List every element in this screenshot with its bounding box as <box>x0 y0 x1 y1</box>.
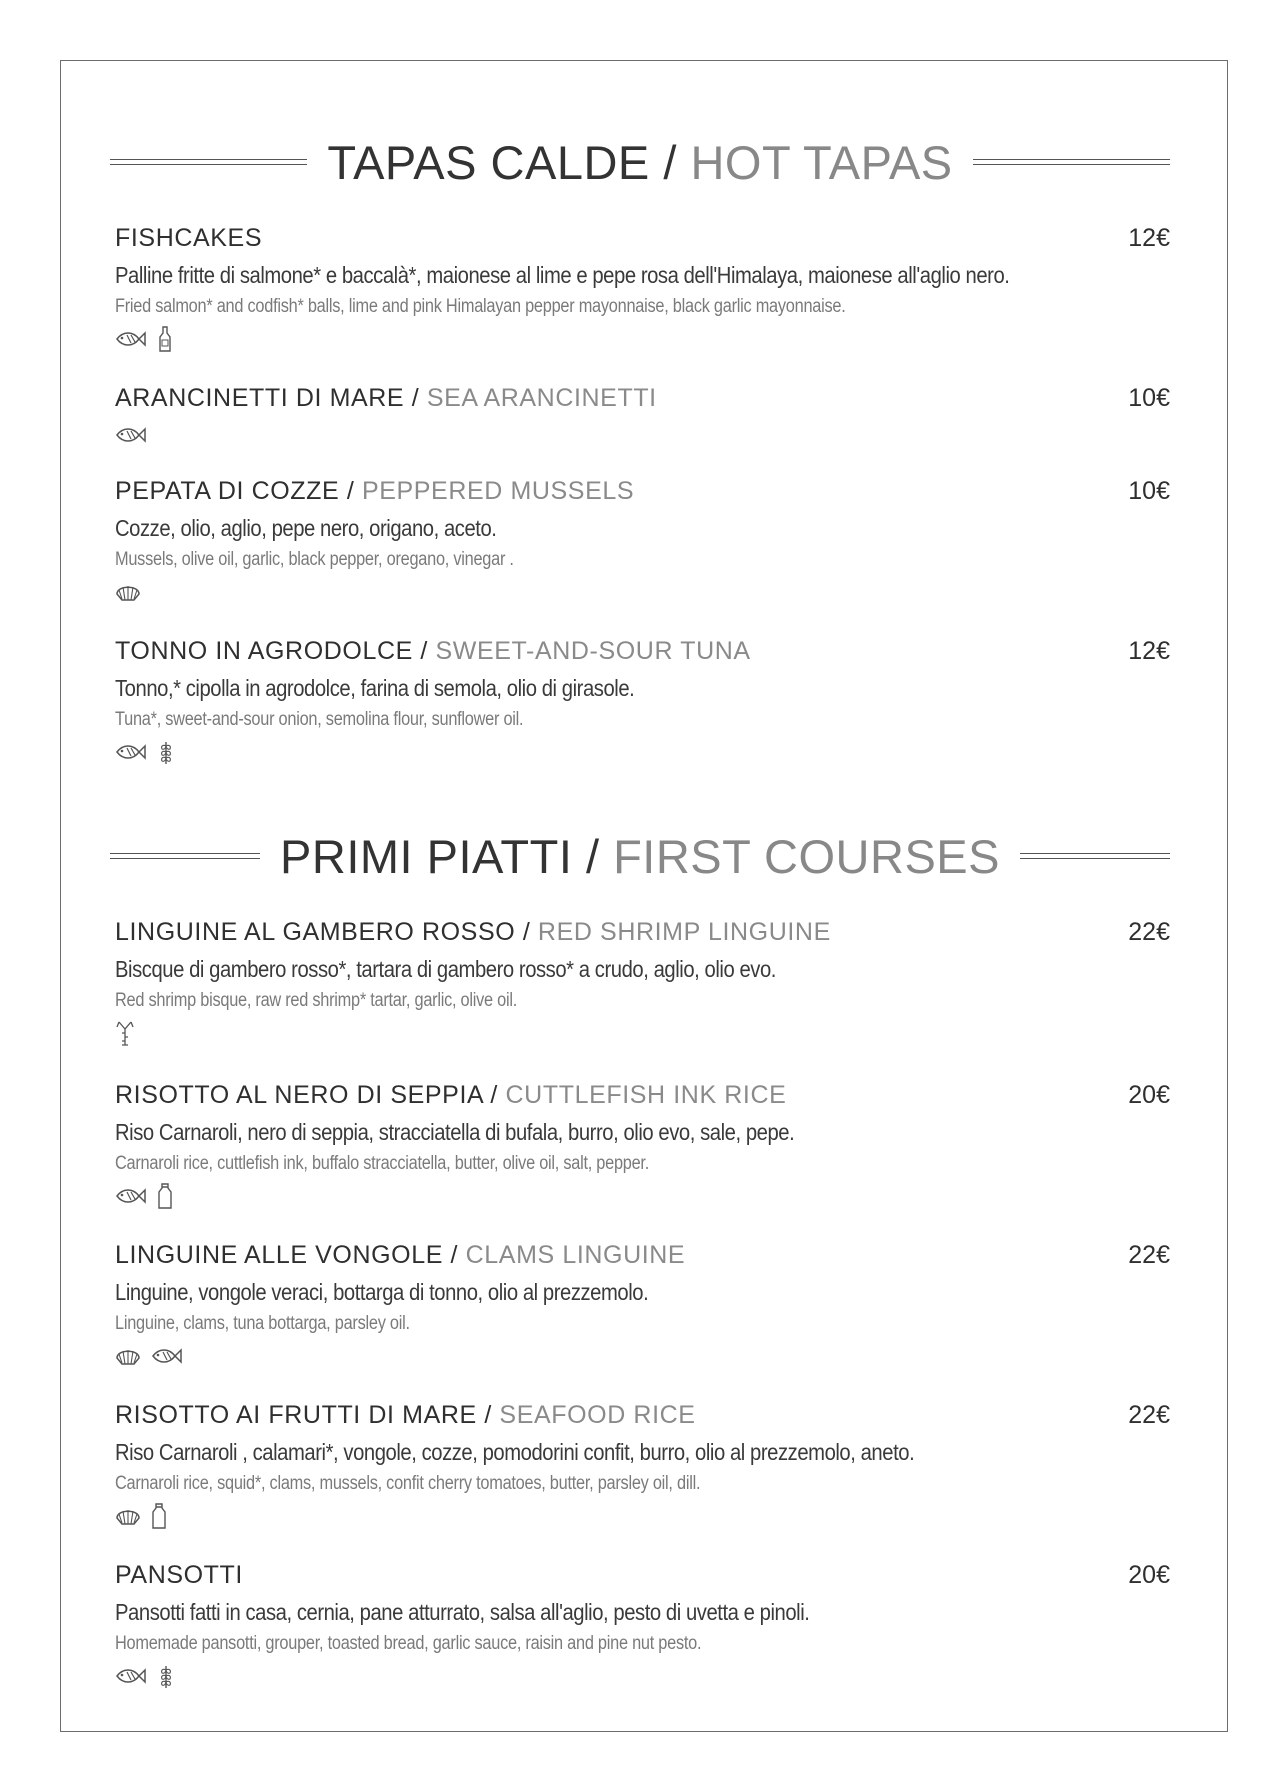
item-description-en: Tuna*, sweet-and-sour onion, semolina flour, sunflower oil. <box>115 709 524 730</box>
divider-line <box>110 159 307 165</box>
item-description-it: Palline fritte di salmone* e baccalà*, maionese al lime e pepe rosa dell'Himalaya, maionese all'aglio nero. <box>115 262 1010 288</box>
menu-item-pansotti <box>115 1561 1170 1691</box>
allergen-icons <box>115 1181 1170 1211</box>
allergen-icons <box>115 1018 1170 1048</box>
menu-item-linguine-vongole <box>115 1241 1170 1371</box>
shell-icon <box>115 1344 141 1368</box>
fish-icon <box>115 328 147 350</box>
menu-item-arancinetti <box>115 384 1170 450</box>
fish-icon <box>115 1185 147 1207</box>
divider-line <box>973 159 1170 165</box>
menu-item-risotto-frutti-di-mare <box>115 1401 1170 1531</box>
allergen-icons <box>115 420 1170 450</box>
allergen-icons <box>115 577 1170 607</box>
item-title: TONNO IN AGRODOLCE / SWEET-AND-SOUR TUNA <box>115 637 751 665</box>
fish-icon <box>115 741 147 763</box>
menu-item-risotto-nero-di-seppia <box>115 1081 1170 1211</box>
bottle-icon <box>157 325 173 353</box>
item-price: 10€ <box>1128 477 1170 505</box>
item-description-en: Red shrimp bisque, raw red shrimp* tartar, garlic, olive oil. <box>115 990 518 1011</box>
section-header-first-courses <box>110 826 1170 886</box>
item-price: 20€ <box>1128 1561 1170 1589</box>
allergen-icons <box>115 1341 1170 1371</box>
item-price: 10€ <box>1128 384 1170 412</box>
divider-line <box>1020 853 1170 859</box>
item-title: RISOTTO AI FRUTTI DI MARE / SEAFOOD RICE <box>115 1401 696 1429</box>
item-price: 22€ <box>1128 1401 1170 1429</box>
item-title: PANSOTTI <box>115 1561 243 1589</box>
item-description-it: Riso Carnaroli, nero di seppia, stracciatella di bufala, burro, olio evo, sale, pepe. <box>115 1119 795 1145</box>
section-title: TAPAS CALDE / HOT TAPAS <box>327 135 953 189</box>
item-description-it: Cozze, olio, aglio, pepe nero, origano, aceto. <box>115 515 497 541</box>
allergen-icons <box>115 1661 1170 1691</box>
item-description-en: Homemade pansotti, grouper, toasted bread, garlic sauce, raisin and pine nut pesto. <box>115 1633 702 1654</box>
shell-icon <box>115 580 141 604</box>
item-description-en: Fried salmon* and codfish* balls, lime and pink Himalayan pepper mayonnaise, black garlic mayonnaise. <box>115 296 846 317</box>
menu-item-tonno-in-agrodolce <box>115 637 1170 767</box>
item-title: FISHCAKES <box>115 224 263 252</box>
item-price: 12€ <box>1128 224 1170 252</box>
item-price: 22€ <box>1128 1241 1170 1269</box>
item-description-en: Mussels, olive oil, garlic, black pepper, oregano, vinegar . <box>115 549 514 570</box>
wheat-icon <box>157 1662 175 1690</box>
item-title: PEPATA DI COZZE / PEPPERED MUSSELS <box>115 477 635 505</box>
item-description-en: Carnaroli rice, cuttlefish ink, buffalo stracciatella, butter, olive oil, salt, pepper. <box>115 1153 650 1174</box>
item-description-it: Pansotti fatti in casa, cernia, pane atturrato, salsa all'aglio, pesto di uvetta e pinoli. <box>115 1599 810 1625</box>
section-header-hot-tapas <box>110 132 1170 192</box>
section-title: PRIMI PIATTI / FIRST COURSES <box>280 829 1000 883</box>
fish-icon <box>151 1345 183 1367</box>
item-description-en: Carnaroli rice, squid*, clams, mussels, confit cherry tomatoes, butter, parsley oil, dill. <box>115 1473 701 1494</box>
item-price: 20€ <box>1128 1081 1170 1109</box>
item-price: 22€ <box>1128 918 1170 946</box>
fish-icon <box>115 1665 147 1687</box>
shrimp-icon <box>115 1019 135 1047</box>
allergen-icons <box>115 737 1170 767</box>
item-title: ARANCINETTI DI MARE / SEA ARANCINETTI <box>115 384 657 412</box>
item-description-it: Riso Carnaroli , calamari*, vongole, cozze, pomodorini confit, burro, olio al prezzemolo, aneto. <box>115 1439 915 1465</box>
item-title: RISOTTO AL NERO DI SEPPIA / CUTTLEFISH INK RICE <box>115 1081 787 1109</box>
menu-item-fishcakes <box>115 224 1170 354</box>
milk-bottle-icon <box>157 1182 173 1210</box>
menu-item-linguine-gambero-rosso <box>115 918 1170 1048</box>
allergen-icons <box>115 1501 1170 1531</box>
item-description-it: Biscque di gambero rosso*, tartara di gambero rosso* a crudo, aglio, olio evo. <box>115 956 776 982</box>
divider-line <box>110 853 260 859</box>
shell-icon <box>115 1504 141 1528</box>
item-title: LINGUINE AL GAMBERO ROSSO / RED SHRIMP LINGUINE <box>115 918 831 946</box>
item-title: LINGUINE ALLE VONGOLE / CLAMS LINGUINE <box>115 1241 686 1269</box>
item-price: 12€ <box>1128 637 1170 665</box>
item-description-it: Tonno,* cipolla in agrodolce, farina di semola, olio di girasole. <box>115 675 635 701</box>
wheat-icon <box>157 738 175 766</box>
fish-icon <box>115 424 147 446</box>
item-description-it: Linguine, vongole veraci, bottarga di tonno, olio al prezzemolo. <box>115 1279 649 1305</box>
item-description-en: Linguine, clams, tuna bottarga, parsley oil. <box>115 1313 410 1334</box>
milk-bottle-icon <box>151 1502 167 1530</box>
allergen-icons <box>115 324 1170 354</box>
menu-item-pepata-di-cozze <box>115 477 1170 607</box>
